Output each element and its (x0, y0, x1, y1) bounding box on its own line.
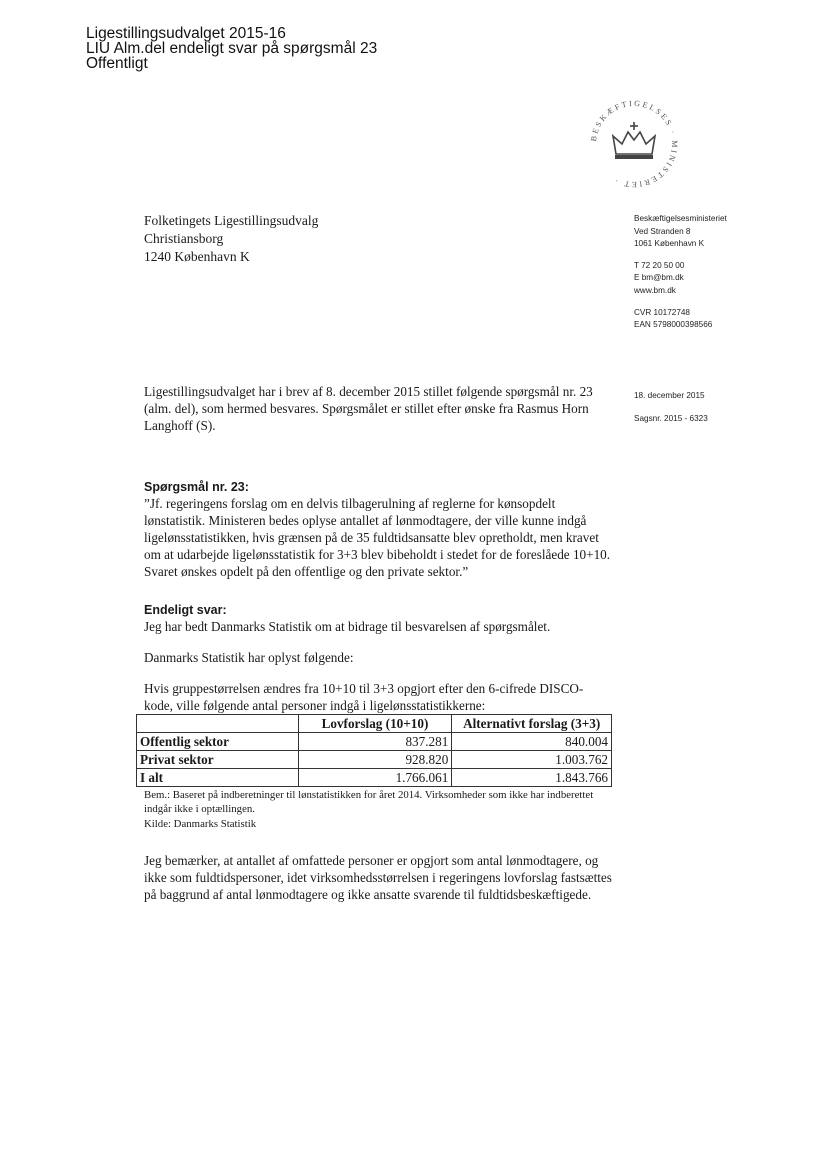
recipient-address (144, 212, 318, 266)
table-header-empty (137, 715, 299, 733)
question-heading: Spørgsmål nr. 23: (144, 480, 249, 494)
stamp-line-committee: Ligestillingsudvalget 2015-16 (86, 25, 286, 42)
table-row (137, 751, 612, 769)
table-header-alternative: Alternativt forslag (3+3) (452, 715, 612, 733)
svg-text:BESKÆFTIGELSES · MINISTERIET ·: BESKÆFTIGELSES · MINISTERIET · (588, 98, 680, 190)
letter-meta (634, 390, 708, 425)
row-label: Offentlig sektor (137, 733, 299, 751)
sender-email: E bm@bm.dk (634, 273, 684, 283)
stamp-line-reference: LIU Alm.del endeligt svar på spørgsmål 23 (86, 40, 378, 57)
cell-alternative: 1.003.762 (452, 751, 612, 769)
sender-city: 1061 København K (634, 239, 705, 249)
answer-intro: Jeg har bedt Danmarks Statistik om at bidrage til besvarelsen af spørgsmålet. (144, 619, 551, 634)
intro-paragraph: Ligestillingsudvalget har i brev af 8. december 2015 stillet følgende spørgsmål nr. 23 (alm. del), som hermed besvares. Spørgsmålet er stillet efter ønske fra Rasmus Horn Langhoff (S). (144, 384, 593, 433)
document-stamp (86, 26, 377, 71)
table-intro: Hvis gruppestørrelsen ændres fra 10+10 til 3+3 opgjort efter den 6-cifrede DISCO-kode, ville følgende antal personer indgå i ligelønsstatistikkerne: (144, 681, 584, 713)
sender-info (634, 213, 727, 332)
sender-street: Ved Stranden 8 (634, 226, 691, 236)
question-text: ”Jf. regeringens forslag om en delvis tilbagerulning af reglerne for kønsopdelt lønstatistik. Ministeren bedes oplyse antallet af lønmodtagere, der ville kunne indgå ligelønsstatistikken, hvis grænsen på de 35 fuldtidsansatte blev opretholdt, men kravet om at udarbejde ligelønsstatistik for 3+3 blev bibeholdt i stedet for de foreslåede 10+10. Svaret ønskes opdelt på den offentlige og den private sektor.” (144, 496, 611, 579)
stamp-line-status: Offentligt (86, 55, 148, 72)
answer-heading: Endeligt svar: (144, 603, 227, 617)
dst-statement: Danmarks Statistik har oplyst følgende: (144, 650, 354, 665)
recipient-name: Folketingets Ligestillingsudvalg (144, 213, 319, 228)
recipient-city: 1240 København K (144, 249, 250, 264)
sender-web: www.bm.dk (634, 285, 676, 295)
table-row (137, 733, 612, 751)
row-label: I alt (137, 769, 299, 787)
table-header-bill: Lovforslag (10+10) (298, 715, 452, 733)
cell-bill: 837.281 (298, 733, 452, 751)
cell-alternative: 840.004 (452, 733, 612, 751)
table-header-row (137, 715, 612, 733)
statistics-table (136, 714, 612, 787)
closing-paragraph: Jeg bemærker, at antallet af omfattede personer er opgjort som antal lønmodtagere, og ikke som fuldtidspersoner, idet virksomhedsstørrelsen i regeringens lovforslag fastsættes på baggrund af antal lønmodtagere og ikke ansatte svarende til fuldtidsbeskæftigede. (144, 852, 612, 902)
case-number: Sagsnr. 2015 - 6323 (634, 413, 708, 423)
cell-alternative: 1.843.766 (452, 769, 612, 787)
recipient-building: Christiansborg (144, 231, 224, 246)
cell-bill: 928.820 (298, 751, 452, 769)
letter-body (140, 383, 612, 903)
sender-cvr: CVR 10172748 (634, 307, 690, 317)
sender-phone: T 72 20 50 00 (634, 260, 685, 270)
table-note: Bem.: Baseret på indberetninger til lønstatistikken for året 2014. Virksomheder som ikke har indberettet indgår ikke i optællingen. (144, 789, 594, 815)
row-label: Privat sektor (137, 751, 299, 769)
cell-bill: 1.766.061 (298, 769, 452, 787)
table-row (137, 769, 612, 787)
letter-date: 18. december 2015 (634, 391, 705, 400)
table-source: Kilde: Danmarks Statistik (144, 818, 257, 830)
ministry-crown-logo-icon (586, 96, 682, 192)
sender-ean: EAN 5798000398566 (634, 320, 713, 330)
sender-name: Beskæftigelsesministeriet (634, 214, 727, 223)
